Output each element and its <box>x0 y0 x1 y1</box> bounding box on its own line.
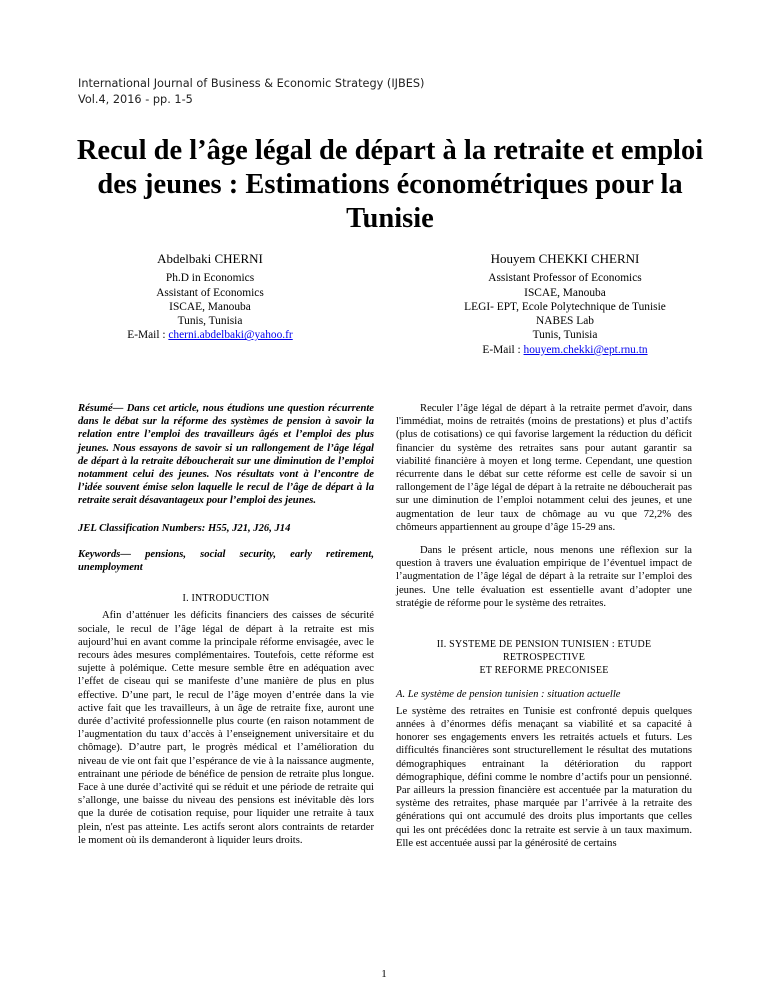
author-2-email-link[interactable]: houyem.chekki@ept.rnu.tn <box>523 343 648 356</box>
author-2-name: Houyem CHEKKI CHERNI <box>490 251 640 266</box>
author-1-affiliation-line: Tunis, Tunisia <box>177 315 243 328</box>
author-2-affiliation-line: ISCAE, Manouba <box>524 286 606 299</box>
section-2-title-line-1: II. SYSTEME DE PENSION TUNISIEN : ETUDE RETROSPECTIVE <box>436 639 652 664</box>
email-label: E-Mail : <box>482 343 524 356</box>
section-1-title: I. INTRODUCTION <box>182 593 270 605</box>
author-1-email-link[interactable]: cherni.abdelbaki@yahoo.fr <box>168 329 293 342</box>
author-1-affiliation-line: Assistant of Economics <box>156 286 264 299</box>
paper-title: Recul de l’âge légal de départ à la retraite et emploi des jeunes : Estimations économétriques pour la Tunisie <box>76 135 704 234</box>
author-1-email-line <box>110 328 310 342</box>
journal-name: International Journal of Business & Economic Strategy (IJBES) <box>78 77 425 90</box>
subsection-title: A. Le système de pension tunisien : situation actuelle <box>396 688 621 700</box>
paragraph: Dans le présent article, nous menons une réflexion sur la question à travers une évaluation empirique de l’éventuel impact de l’augmentation de l’âge légal de départ à la retraite sur l’emploi des jeunes. Une telle évaluation est essentielle avant d’adopter une stratégie de réforme pour le système des retraites. <box>396 545 692 609</box>
section-1-text: Afin d’atténuer les déficits financiers des caisses de sécurité sociale, le recul de l’âge légal de départ à la retraite est mis aujourd’hui en avant comme la principale réforme envisagée, avec le recours àdes mesures complémentaires. Toutefois, cette réforme est sujette à polémique. Cette mesure semble être en adéquation avec l’effet de ciseau qui se manifeste d’une manière de plus en plus effective. D’une part, le recul de l’âge moyen d’entrée dans la vie active fait que les travailleurs, à un âge de retraite fixe, auront une durée d’activité professionnelle plus courte (en raison notamment de l’augmentation du taux d’accès à l’enseignement universitaire et du chômage). D’autre part, le progrès médical et l’amélioration du niveau de vie ont fait que l’espérance de vie à la naissance augmente, entrainant une période de bénéfice de pension de retraite plus longue. Face à une durée d’activité qui se réduit et une période de retraite qui s’allonge, une baisse du niveau des pensions est inévitable dès lors que la durée de cotisation requise, pour liquider une retraite à taux plein, n'est pas atteinte. Les actifs seront alors contraints de retarder le moment où ils demanderont à liquider leurs droits. <box>78 610 374 846</box>
author-2-affiliation-line: NABES Lab <box>536 315 594 328</box>
author-2-affiliation-line: Assistant Professor of Economics <box>488 272 642 285</box>
paragraph: Reculer l’âge légal de départ à la retraite permet d'avoir, dans l'immédiat, moins de retraités (moins de prestations) et plus d’actifs (plus de cotisations) ce qui favorise largement la réduction du déficit financier du système des retraites sans pour autant garantir sa viabilité financière à moyen et long terme. Cependant, une question récurrente dans le débat sur cette réforme est celle de savoir si un rallongement de l’âge légal de départ à la retraite ne déboucherait pas sur une diminution de l’emploi notamment celui des jeunes, et une augmentation de leur taux de chômage au vu que 72,2% des chômeurs appartiennent au groupe d’âge 15-29 ans. <box>396 403 692 533</box>
jel-classification: JEL Classification Numbers: H55, J21, J26, J14 <box>78 522 291 534</box>
author-1-affiliation-line: Ph.D in Economics <box>165 272 255 285</box>
left-column <box>78 402 374 847</box>
right-column <box>396 402 692 850</box>
author-1-name: Abdelbaki CHERNI <box>157 251 263 266</box>
page-number: 1 <box>381 968 387 980</box>
author-2-affiliation-line: Tunis, Tunisia <box>532 329 598 342</box>
author-1-affiliation-line: ISCAE, Manouba <box>169 300 251 313</box>
author-2-email-line <box>440 343 690 357</box>
keywords-text: pensions, social security, early retirement, unemployment <box>78 548 374 574</box>
keywords <box>78 548 374 574</box>
section-2-title-line-2: ET REFORME PRECONISEE <box>479 665 609 677</box>
journal-header <box>78 76 424 108</box>
abstract: Résumé— Dans cet article, nous étudions une question récurrente dans le débat sur la réforme des systèmes de pension à savoir la relation entre l’emploi des travailleurs âgés et l’emploi des plus jeunes. Nous essayons de savoir si un rallongement de l’âge légal de départ à la retraite déboucherait sur une diminution de l’emploi notamment celui des jeunes. Nos résultats vont à l’encontre de l’idée souvent émise selon laquelle le recul de l’âge de départ à la retraite serait désavantageux pour l’emploi des jeunes. <box>78 403 374 507</box>
author-2 <box>440 252 690 357</box>
keywords-label: Keywords— <box>78 548 131 560</box>
author-2-affiliation-line: LEGI- EPT, Ecole Polytechnique de Tunisie <box>464 300 666 313</box>
section-2-text: Le système des retraites en Tunisie est confronté depuis quelques années à d’énormes défis menaçant sa viabilité et sa capacité à honorer ses engagements envers les retraités actuels et futurs. Les difficultés financières sont structurellement le résultat des mutations démographiques entrainant la détérioration du rapport démographique, défini comme le nombre d’actifs pour un pensionné. Par ailleurs la pression financière est accentuée par la maturation du système des retraites, phase marquée par l’arrivée à la retraite des générations qui ont accumulé des droits plus importants que celles qui les ont précédées donc la retraite est servie à un taux maximum. Elle est accentuée aussi par la générosité de certains <box>396 705 692 849</box>
author-1 <box>110 252 310 343</box>
journal-volume: Vol.4, 2016 - pp. 1-5 <box>78 93 193 106</box>
email-label: E-Mail : <box>127 329 169 342</box>
